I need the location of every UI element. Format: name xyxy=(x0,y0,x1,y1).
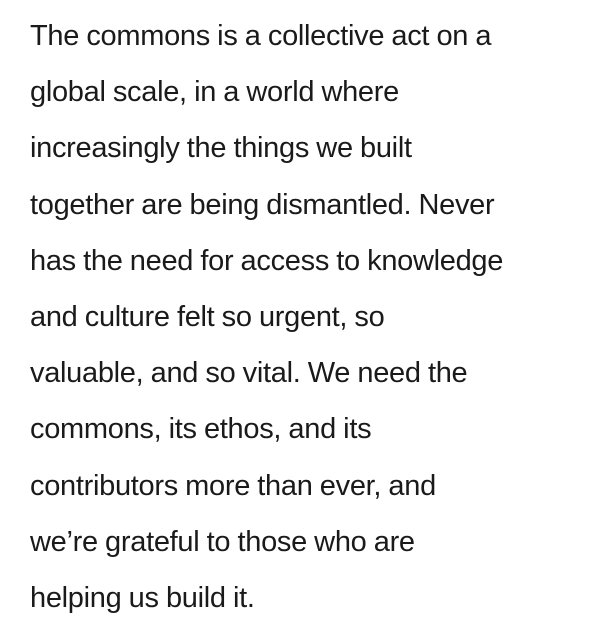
paragraph-line: helping us build it. xyxy=(30,582,255,615)
paragraph-line: The commons is a collective act on a xyxy=(30,20,492,52)
paragraph-line: contributors more than ever, and xyxy=(30,469,436,502)
paragraph-line: valuable, and so vital. We need the xyxy=(30,357,468,390)
paragraph-line: has the need for access to knowledge xyxy=(30,244,504,277)
commons-paragraph xyxy=(30,8,610,626)
paragraph-line: and culture felt so urgent, so xyxy=(30,301,385,334)
paragraph-line: together are being dismantled. Never xyxy=(30,188,495,221)
paragraph-line: increasingly the things we built xyxy=(30,132,412,165)
paragraph-line: global scale, in a world where xyxy=(30,76,399,109)
paragraph-line: we’re grateful to those who are xyxy=(30,525,415,558)
paragraph-line: commons, its ethos, and its xyxy=(30,413,372,446)
